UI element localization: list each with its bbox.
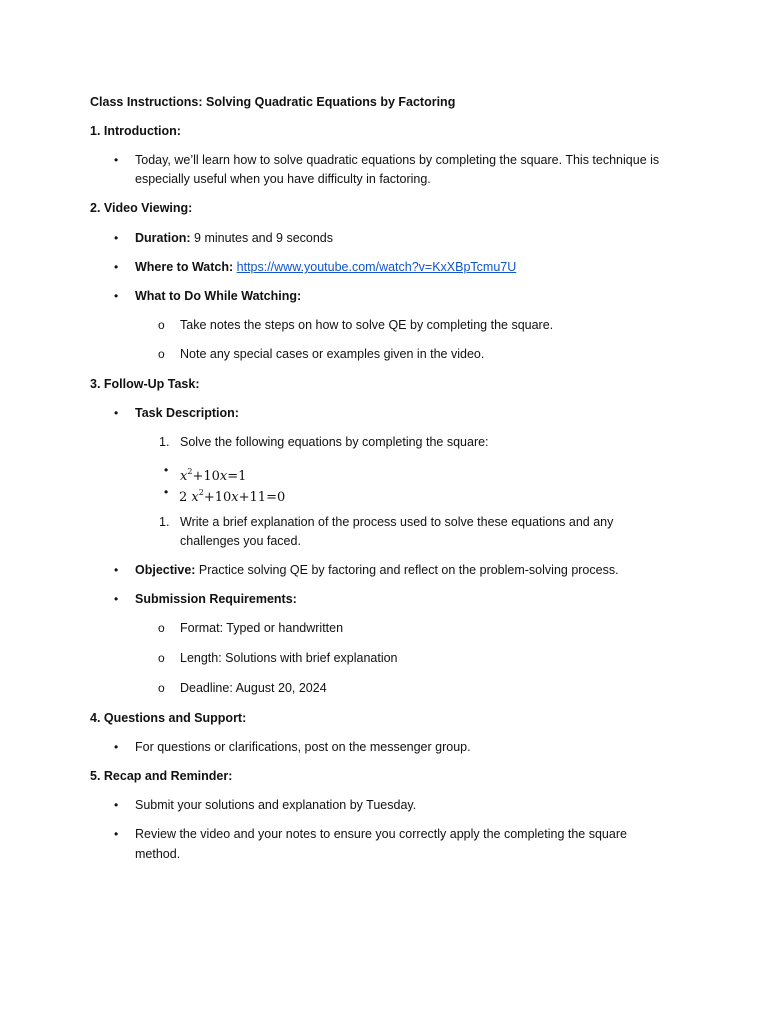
objective-label: Objective:	[135, 563, 196, 577]
task-description-label: Task Description:	[135, 406, 239, 420]
where-to-watch-label: Where to Watch:	[135, 260, 234, 274]
step2-text-line1: Write a brief explanation of the process used to solve these equations and any	[180, 515, 614, 529]
bullet-marker: •	[114, 231, 119, 245]
bullet-marker: •	[114, 260, 119, 274]
questions-text: For questions or clarifications, post on the messenger group.	[135, 740, 471, 754]
where-to-watch-line	[135, 259, 516, 275]
bullet-marker: •	[114, 827, 119, 841]
step1-text: Solve the following equations by completing the square:	[180, 435, 489, 449]
submission-item-length: Length: Solutions with brief explanation	[180, 651, 398, 665]
watch-item-2: Note any special cases or examples given in the video.	[180, 347, 485, 361]
sub-bullet-marker: o	[158, 681, 165, 695]
bullet-marker: •	[114, 798, 119, 812]
section-heading-recap: 5. Recap and Reminder:	[90, 769, 233, 783]
equation-coefficient: 2	[179, 490, 188, 505]
section-heading-followup: 3. Follow-Up Task:	[90, 377, 200, 391]
equation-1: $x^2+10x=1$	[180, 467, 247, 484]
video-link[interactable]: https://www.youtube.com/watch?v=KxXBpTcmu7U	[236, 260, 517, 274]
section-heading-introduction: 1. Introduction:	[90, 124, 181, 138]
bullet-marker: •	[114, 406, 119, 420]
step-number: 1.	[159, 515, 170, 529]
bullet-marker: •	[164, 485, 169, 499]
section-heading-video: 2. Video Viewing:	[90, 201, 193, 215]
intro-text-line1: Today, we’ll learn how to solve quadratic equations by completing the square. This technique is	[135, 153, 660, 167]
sub-bullet-marker: o	[158, 347, 165, 361]
bullet-marker: •	[114, 289, 119, 303]
watch-item-1: Take notes the steps on how to solve QE by completing the square.	[180, 318, 554, 332]
sub-bullet-marker: o	[158, 621, 165, 635]
objective-line	[135, 562, 619, 578]
submission-item-deadline: Deadline: August 20, 2024	[180, 681, 327, 695]
intro-text-line2: especially useful when you have difficulty in factoring.	[135, 172, 431, 186]
bullet-marker: •	[114, 592, 119, 606]
bullet-marker: •	[114, 740, 119, 754]
submission-item-format: Format: Typed or handwritten	[180, 621, 344, 635]
step2-text-line2: challenges you faced.	[180, 534, 301, 548]
bullet-marker: •	[114, 563, 119, 577]
sub-bullet-marker: o	[158, 651, 165, 665]
document-title: Class Instructions: Solving Quadratic Equations by Factoring	[90, 95, 456, 109]
recap-item-1: Submit your solutions and explanation by Tuesday.	[135, 798, 417, 812]
recap-item-2-line1: Review the video and your notes to ensure you correctly apply the completing the square	[135, 827, 627, 841]
duration-line	[135, 230, 333, 246]
sub-bullet-marker: o	[158, 318, 165, 332]
duration-label: Duration:	[135, 231, 191, 245]
section-heading-questions: 4. Questions and Support:	[90, 711, 247, 725]
bullet-marker: •	[114, 153, 119, 167]
equation-exponent: 2	[198, 488, 204, 497]
duration-value: 9 minutes and 9 seconds	[190, 231, 334, 245]
recap-item-2-line2: method.	[135, 847, 181, 861]
equation-variable: x	[180, 469, 188, 484]
what-to-do-label: What to Do While Watching:	[135, 289, 302, 303]
equation-exponent: 2	[187, 467, 193, 476]
equation-variable: x	[191, 490, 199, 505]
submission-label: Submission Requirements:	[135, 592, 297, 606]
objective-text: Practice solving QE by factoring and reflect on the problem-solving process.	[195, 563, 619, 577]
equation-2: 2 $x^2+10x+11=0$	[179, 488, 286, 505]
bullet-marker: •	[164, 463, 169, 477]
step-number: 1.	[159, 435, 170, 449]
